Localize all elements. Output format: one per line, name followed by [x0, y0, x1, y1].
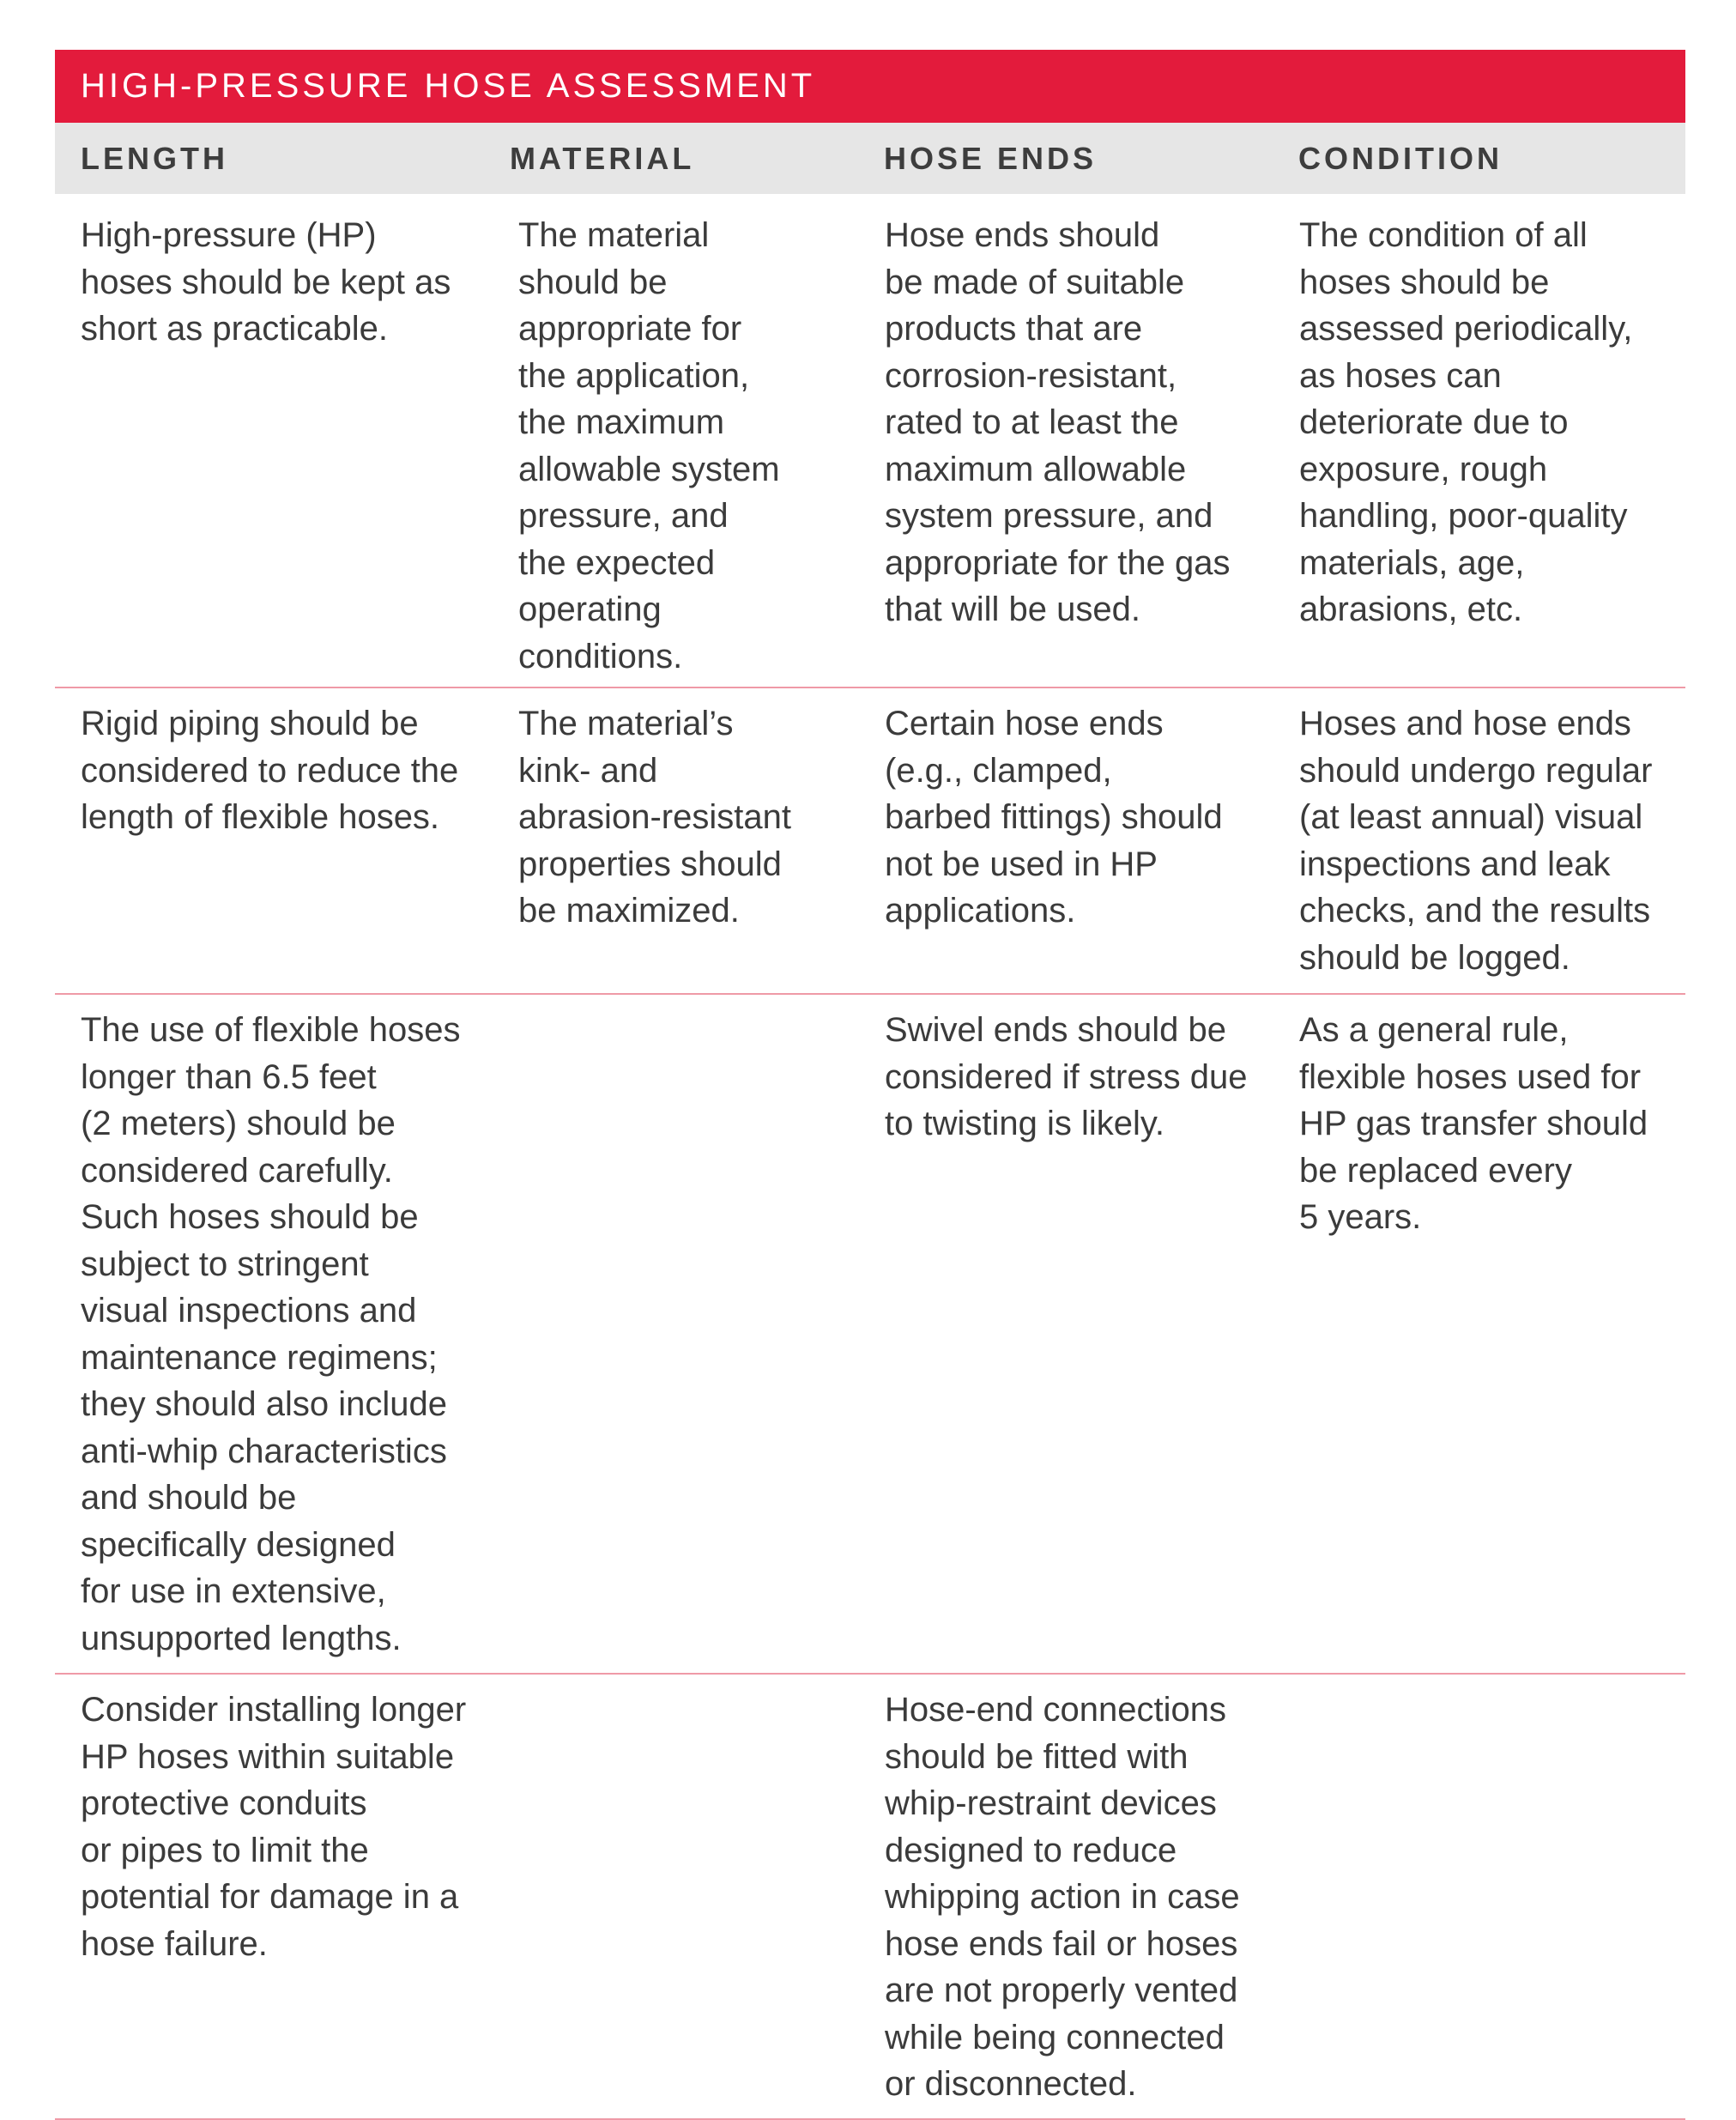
cell-material	[484, 1687, 858, 2118]
table-row	[55, 688, 1685, 995]
header-material: MATERIAL	[510, 140, 695, 176]
cell-hose-ends: Hose-end connections should be fitted with whip-restraint devices designed to reduce whipping action in case hose ends fail or hoses are not properly vented while being connected or disconnected.	[885, 1691, 1240, 2103]
cell-length: Consider installing longer HP hoses within suitable protective conduits or pipes to limit the potential for damage in a hose failure.	[81, 1691, 467, 1963]
cell-hose-ends: Swivel ends should be considered if stress due to twisting is likely.	[885, 1011, 1248, 1142]
cell-material	[484, 1007, 858, 1673]
header-length: LENGTH	[81, 140, 228, 176]
table-row	[55, 995, 1685, 1675]
cell-material: The material’s kink- and abrasion-resistant properties should be maximized.	[518, 705, 791, 930]
cell-material: The material should be appropriate for the application, the maximum allowable system pressure, and the expected operating conditions.	[518, 216, 780, 675]
cell-hose-ends: Hose ends should be made of suitable products that are corrosion-resistant, rated to at least the maximum allowable system pressure, and appropriate for the gas that will be used.	[885, 216, 1231, 628]
cell-length: The use of flexible hoses longer than 6.5 feet (2 meters) should be considered carefully. Such hoses should be subject to stringent visual inspections and maintenance regimens; they should also include anti-whip characteristics and should be specifically designed for use in extensive, unsupported lengths.	[81, 1011, 461, 1657]
table-row	[55, 194, 1685, 688]
table-row	[55, 1675, 1685, 2120]
cell-condition: The condition of all hoses should be assessed periodically, as hoses can deteriorate due to exposure, rough handling, poor-quality materials, age, abrasions, etc.	[1299, 216, 1633, 628]
cell-condition: As a general rule, flexible hoses used for HP gas transfer should be replaced every 5 years.	[1299, 1011, 1648, 1236]
table-header-row	[55, 123, 1685, 194]
cell-length: High-pressure (HP) hoses should be kept as short as practicable.	[81, 216, 451, 348]
header-hose-ends: HOSE ENDS	[884, 140, 1098, 176]
hose-assessment-table	[55, 50, 1685, 2120]
cell-condition	[1273, 1687, 1685, 2118]
cell-condition: Hoses and hose ends should undergo regular (at least annual) visual inspections and leak checks, and the results should be logged.	[1299, 705, 1653, 977]
header-condition: CONDITION	[1298, 140, 1503, 176]
cell-length: Rigid piping should be considered to reduce the length of flexible hoses.	[81, 705, 459, 836]
cell-hose-ends: Certain hose ends (e.g., clamped, barbed fittings) should not be used in HP applications.	[885, 705, 1223, 930]
table-title: HIGH-PRESSURE HOSE ASSESSMENT	[55, 50, 1685, 123]
